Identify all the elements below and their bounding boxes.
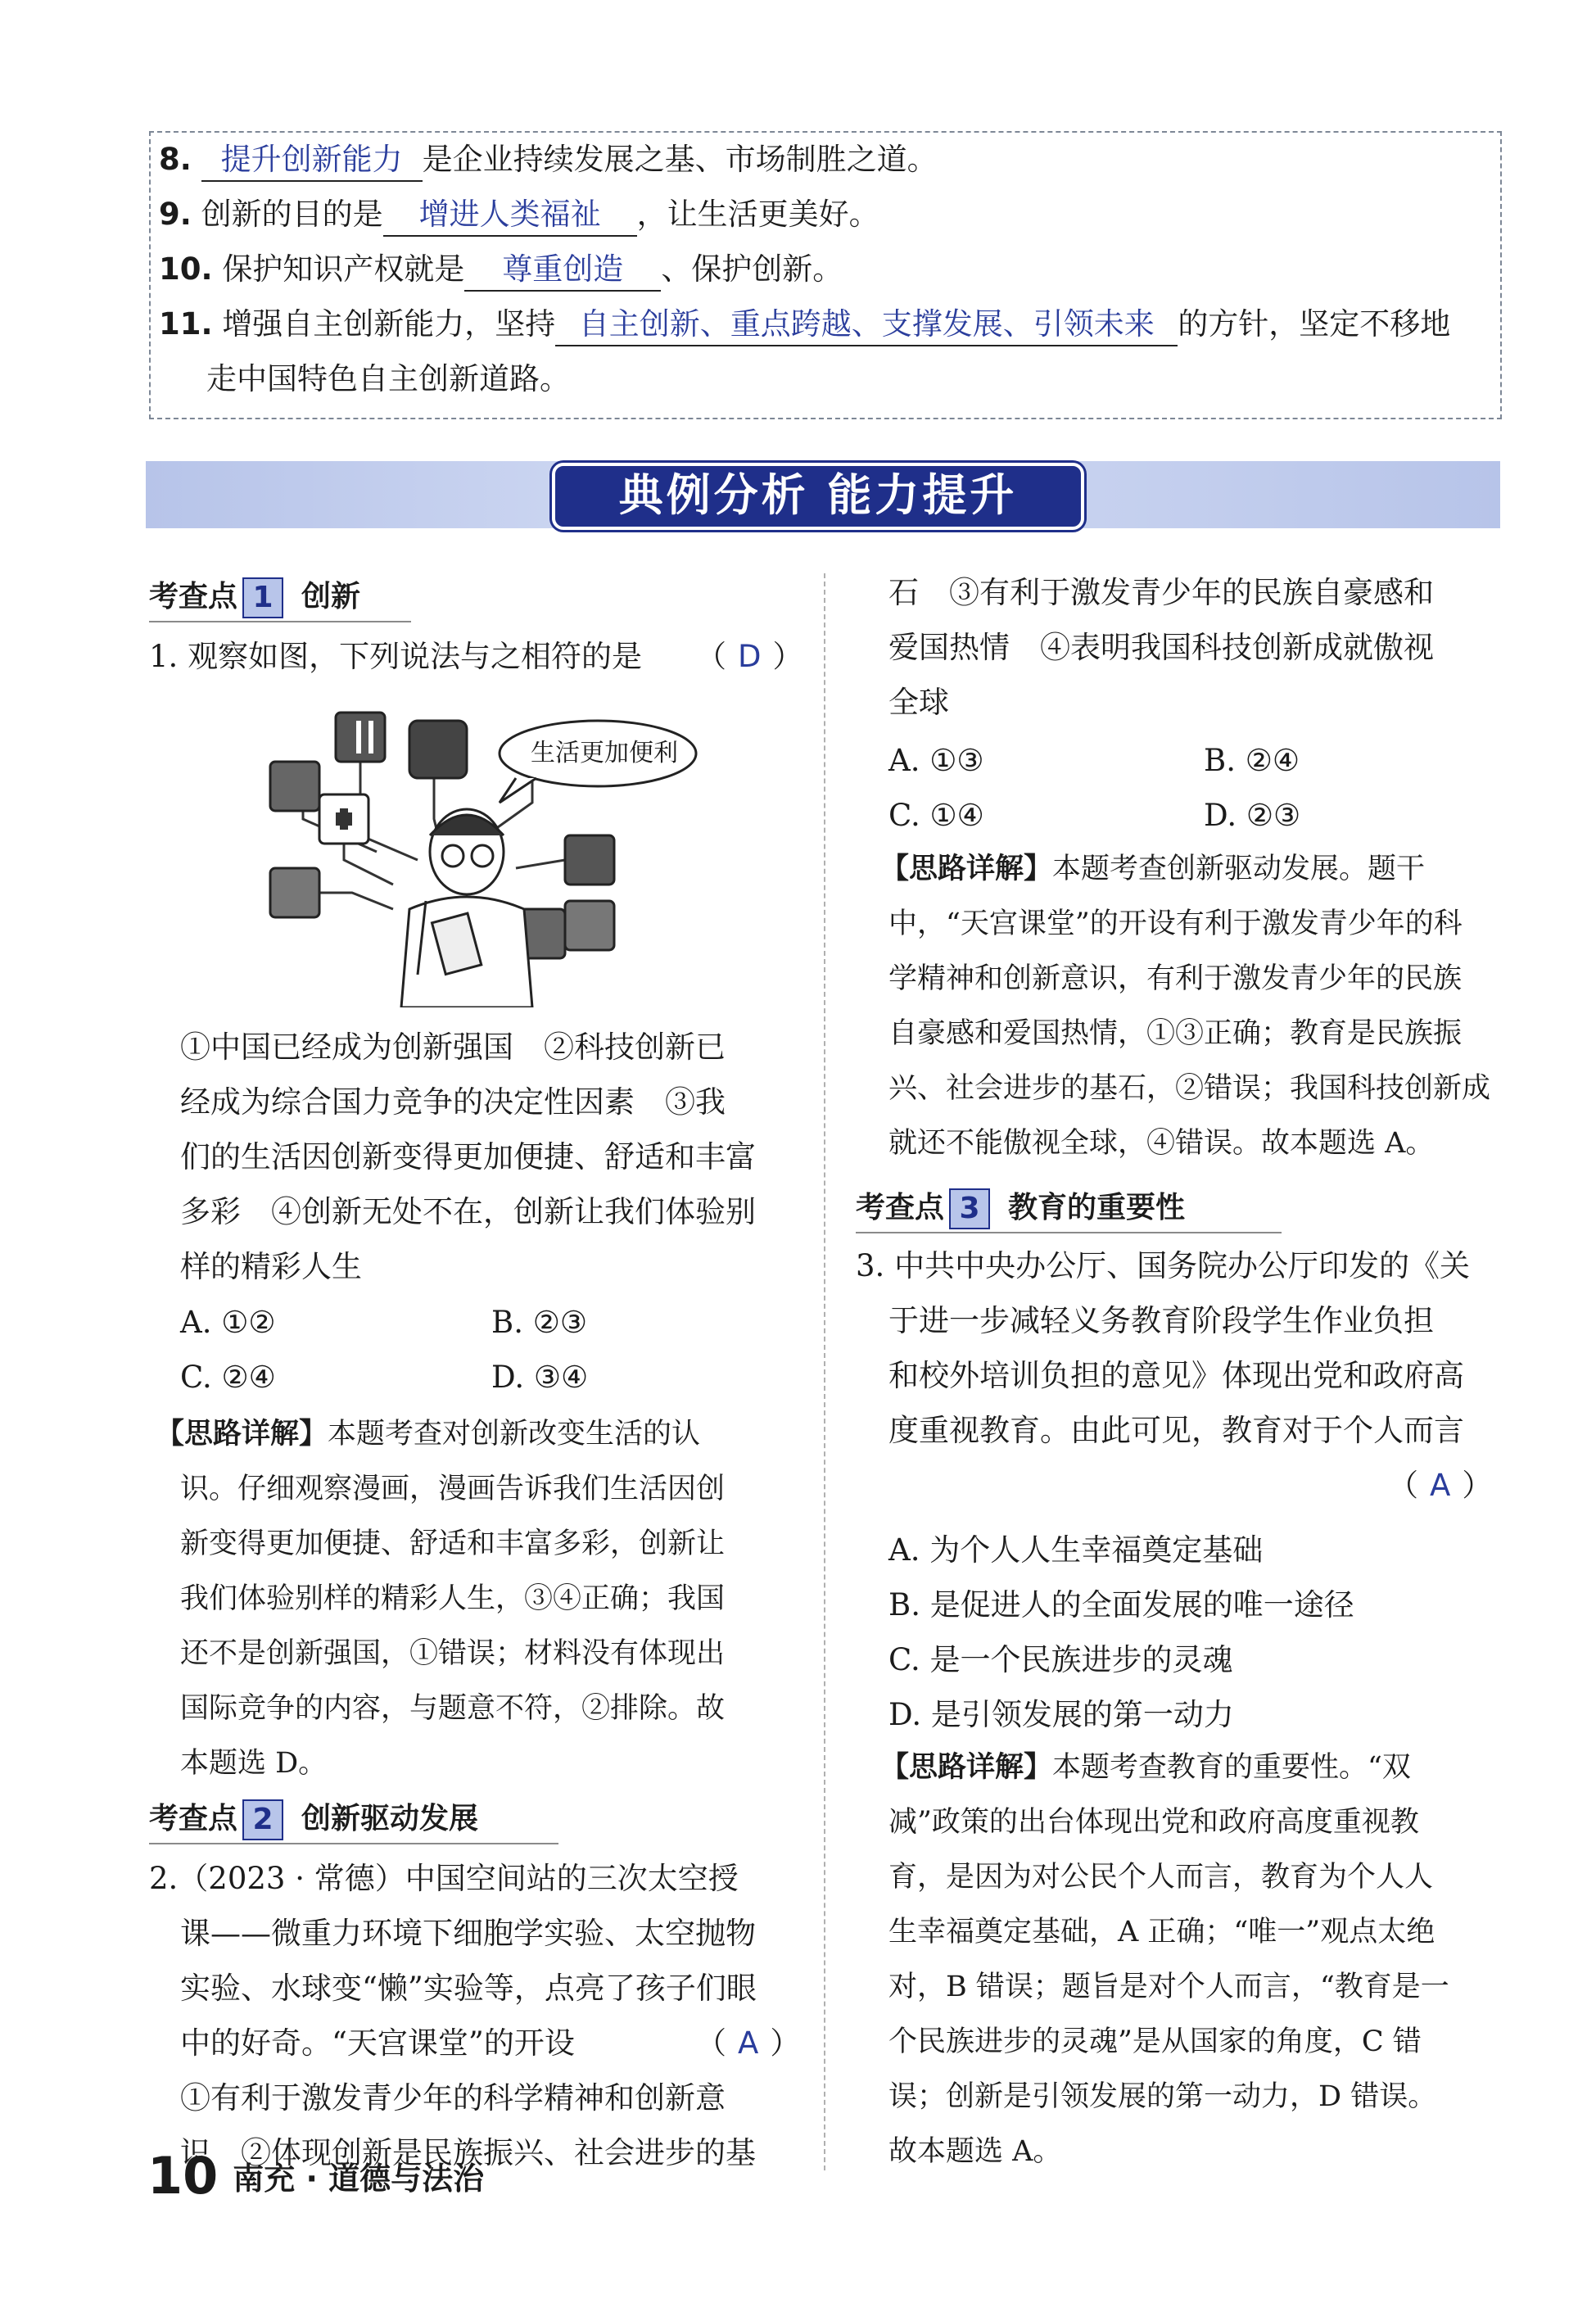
- paren-right: ）: [1462, 1468, 1493, 1503]
- analysis-line: 个民族进步的灵魂”是从国家的角度，C 错: [888, 2025, 1422, 2058]
- checkpoint-number: 1: [242, 577, 283, 618]
- item-number: 10.: [159, 251, 213, 287]
- speech-bubble-text: 生活更加便利: [531, 739, 678, 767]
- answer-letter: D: [738, 639, 762, 674]
- checkpoint-title: 创新: [301, 580, 361, 613]
- analysis-line: 育，是因为对公民个人而言，教育为个人人: [888, 1861, 1434, 1894]
- answer-letter: A: [738, 2025, 759, 2061]
- fill-in-box: [149, 131, 1502, 419]
- question-line: 2.（2023 · 常德）中国空间站的三次太空授: [149, 1861, 739, 1896]
- question-text: 1. 观察如图，下列说法与之相符的是: [149, 639, 643, 674]
- paren-left: （: [1388, 1468, 1418, 1503]
- column-divider: [824, 573, 825, 2170]
- checkpoint-label: 考查点: [856, 1191, 945, 1224]
- option-d: D. ③④: [491, 1360, 589, 1395]
- question-line: 3. 中共中央办公厅、国务院办公厅印发的《关: [856, 1248, 1471, 1283]
- page-footer: [147, 2146, 484, 2206]
- answer-paren: [696, 2016, 800, 2070]
- option-a: A. ①③: [888, 743, 984, 778]
- question-1-stem: [149, 629, 803, 684]
- paren-left: （: [696, 639, 726, 674]
- statement-line: 全球: [888, 685, 949, 720]
- question-line: 课——微重力环境下细胞学实验、太空抛物: [180, 1916, 756, 1951]
- analysis-line: 中，“天宫课堂”的开设有利于激发青少年的科: [888, 907, 1463, 940]
- analysis-line: 就还不能傲视全球，④错误。故本题选 A。: [888, 1127, 1435, 1160]
- option-a: A. 为个人人生幸福奠定基础: [888, 1532, 1264, 1568]
- checkpoint-header-1: [149, 573, 411, 622]
- option-c: C. 是一个民族进步的灵魂: [888, 1642, 1233, 1677]
- checkpoint-number: 3: [949, 1188, 990, 1229]
- checkpoint-title: 教育的重要性: [1008, 1191, 1186, 1224]
- option-b: B. ②③: [491, 1305, 588, 1340]
- cartoon-illustration: [254, 696, 712, 1007]
- item-text: 增强自主创新能力，坚持: [222, 306, 556, 342]
- statement-line: 爱国热情 ④表明我国科技创新成就傲视: [888, 630, 1434, 665]
- answer-paren: [1388, 1458, 1492, 1513]
- analysis-line: 减”政策的出台体现出党和政府高度重视教: [888, 1806, 1419, 1839]
- item-text: 、保护创新。: [661, 251, 843, 287]
- paren-left: （: [696, 2025, 726, 2061]
- question-2-stem: [149, 1851, 804, 2180]
- analysis-line: 新变得更加便捷、舒适和丰富多彩，创新让: [180, 1527, 726, 1560]
- checkpoint-label: 考查点: [149, 580, 238, 613]
- analysis-tag: 【思路详解】: [880, 1751, 1053, 1784]
- question-1-analysis: [156, 1407, 803, 1791]
- answer-letter: A: [1430, 1468, 1451, 1503]
- analysis-line: 本题选 D。: [180, 1747, 328, 1780]
- answer-blank: 尊重创造: [464, 249, 661, 292]
- statement-line: 样的精彩人生: [180, 1249, 362, 1284]
- analysis-line: 学精神和创新意识，有利于激发青少年的民族: [888, 962, 1463, 995]
- question-line: 中的好奇。“天宫课堂”的开设: [180, 2025, 575, 2061]
- paren-right: ）: [770, 2025, 801, 2061]
- answer-blank: 自主创新、重点跨越、支撑发展、引领未来: [555, 304, 1178, 346]
- footer-title: 南充 · 道德与法治: [233, 2161, 485, 2197]
- option-c: C. ①④: [888, 798, 984, 833]
- option-d: D. 是引领发展的第一动力: [888, 1697, 1234, 1732]
- analysis-line: 误；创新是引领发展的第一动力，D 错误。: [888, 2080, 1437, 2113]
- option-c: C. ②④: [180, 1360, 276, 1395]
- item-number: 8.: [159, 142, 192, 177]
- analysis-line: 兴、社会进步的基石，②错误；我国科技创新成: [888, 1072, 1491, 1105]
- answer-blank: 提升创新能力: [201, 139, 423, 182]
- question-2-statements-cont: [888, 565, 1511, 730]
- item-text: 走中国特色自主创新道路。: [206, 361, 570, 396]
- analysis-line: 故本题选 A。: [888, 2135, 1062, 2168]
- analysis-line: 还不是创新强国，①错误；材料没有体现出: [180, 1637, 726, 1670]
- analysis-line: 对，B 错误；题旨是对个人而言，“教育是一: [888, 1971, 1449, 2003]
- item-number: 11.: [159, 306, 213, 342]
- statement-line: 经成为综合国力竞争的决定性因素 ③我: [180, 1084, 726, 1120]
- statement-line: 多彩 ④创新无处不在，创新让我们体验别: [180, 1194, 756, 1229]
- statement-line: 识 ②体现创新是民族振兴、社会进步的基: [180, 2135, 756, 2170]
- fill-in-item-11-cont: [206, 359, 570, 400]
- analysis-tag: 【思路详解】: [156, 1418, 328, 1450]
- fill-in-item-8: [159, 139, 938, 182]
- checkpoint-label: 考查点: [149, 1802, 238, 1835]
- question-line: 实验、水球变“懒”实验等，点亮了孩子们眼: [180, 1971, 757, 2006]
- checkpoint-title: 创新驱动发展: [301, 1802, 479, 1835]
- analysis-line: 本题考查教育的重要性。“双: [1052, 1751, 1411, 1784]
- item-text: ，让生活更美好。: [636, 197, 879, 232]
- question-2-analysis: [880, 842, 1519, 1171]
- question-line: 度重视教育。由此可见，教育对于个人而言: [888, 1413, 1464, 1448]
- answer-paren: [696, 629, 803, 684]
- analysis-line: 我们体验别样的精彩人生，③④正确；我国: [180, 1582, 726, 1615]
- fill-in-item-11: [159, 304, 1450, 346]
- option-d: D. ②③: [1204, 798, 1301, 833]
- statement-line: ①中国已经成为创新强国 ②科技创新已: [180, 1030, 726, 1065]
- item-text: 创新的目的是: [201, 197, 383, 232]
- analysis-line: 自豪感和爱国热情，①③正确；教育是民族振: [888, 1017, 1463, 1050]
- statement-line: ①有利于激发青少年的科学精神和创新意: [180, 2080, 726, 2116]
- item-number: 9.: [159, 197, 192, 232]
- analysis-line: 识。仔细观察漫画，漫画告诉我们生活因创: [180, 1473, 726, 1505]
- item-text: 保护知识产权就是: [222, 251, 465, 287]
- answer-blank: 增进人类福祉: [383, 194, 637, 237]
- checkpoint-number: 2: [242, 1799, 283, 1840]
- analysis-line: 生幸福奠定基础，A 正确；“唯一”观点太绝: [888, 1916, 1435, 1948]
- analysis-line: 本题考查对创新改变生活的认: [328, 1418, 701, 1450]
- question-line: 于进一步减轻义务教育阶段学生作业负担: [888, 1303, 1434, 1338]
- paren-right: ）: [772, 639, 803, 674]
- checkpoint-header-2: [149, 1795, 558, 1844]
- statement-line: 石 ③有利于激发青少年的民族自豪感和: [888, 575, 1434, 610]
- checkpoint-header-3: [856, 1184, 1282, 1233]
- analysis-line: 本题考查创新驱动发展。题干: [1052, 853, 1426, 885]
- page-number: 10: [147, 2146, 219, 2206]
- question-3-analysis: [880, 1740, 1519, 2179]
- item-text: 的方针，坚定不移地: [1178, 306, 1451, 342]
- analysis-tag: 【思路详解】: [880, 853, 1053, 885]
- question-3-options: [888, 1523, 1511, 1742]
- item-text: 是企业持续发展之基、市场制胜之道。: [422, 142, 938, 177]
- question-1-statements: [180, 1020, 803, 1294]
- question-line: 和校外培训负担的意见》体现出党和政府高: [888, 1358, 1464, 1393]
- option-b: B. ②④: [1204, 743, 1300, 778]
- option-b: B. 是促进人的全面发展的唯一途径: [888, 1587, 1354, 1622]
- option-a: A. ①②: [180, 1305, 276, 1340]
- fill-in-item-10: [159, 249, 843, 292]
- statement-line: 们的生活因创新变得更加便捷、舒适和丰富: [180, 1139, 756, 1174]
- section-title: 典例分析 能力提升: [552, 463, 1084, 530]
- analysis-line: 国际竞争的内容，与题意不符，②排除。故: [180, 1692, 726, 1725]
- question-3-stem: [856, 1238, 1511, 1513]
- fill-in-item-9: [159, 194, 879, 237]
